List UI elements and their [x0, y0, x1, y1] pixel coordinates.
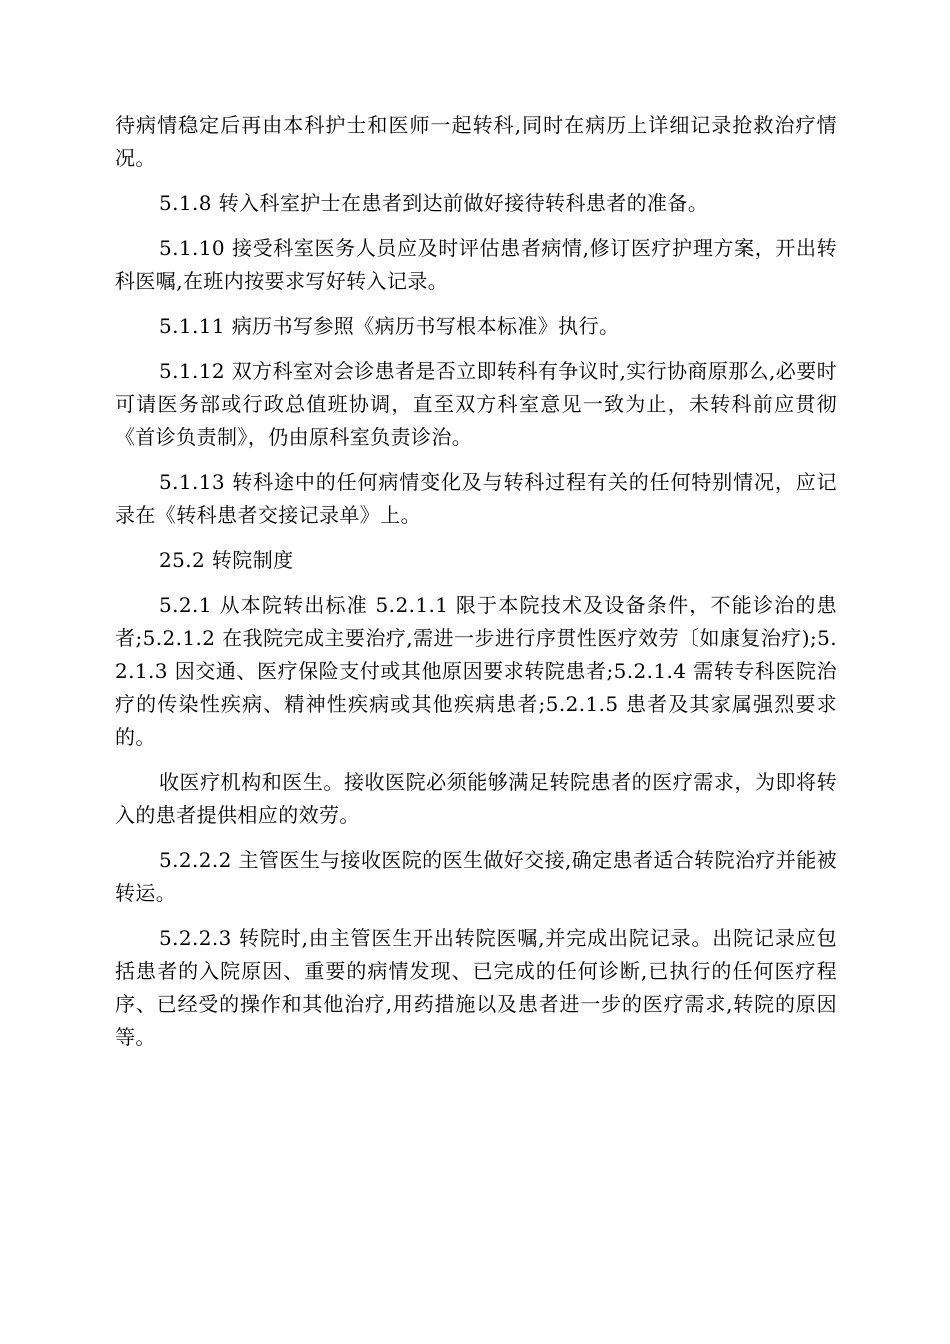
paragraph-5-2-2-3: 5.2.2.3 转院时,由主管医生开出转院医嘱,并完成出院记录。出院记录应包括患者的入院原因、重要的病情发现、已完成的任何诊断,已执行的任何医疗程序、已经受的操作和其他治疗,用药措施以及患者进一步的医疗需求,转院的原因等。	[115, 926, 837, 1049]
paragraph-5-1-12: 5.1.12 双方科室对会诊患者是否立即转科有争议时,实行协商原那么,必要时可请医务部或行政总值班协调，直至双方科室意见一致为止，未转科前应贯彻《首诊负责制》，仍由原科室负责诊治。	[115, 359, 837, 449]
paragraph-5-1-8: 5.1.8 转入科室护士在患者到达前做好接待转科患者的准备。	[159, 191, 709, 215]
paragraph-5-1-10: 5.1.10 接受科室医务人员应及时评估患者病情,修订医疗护理方案，开出转科医嘱,在班内按要求写好转入记录。	[115, 236, 837, 293]
paragraph-continuation: 待病情稳定后再由本科护士和医师一起转科,同时在病历上详细记录抢救治疗情况。	[115, 113, 837, 170]
document-page	[115, 109, 837, 1066]
section-heading-25-2: 25.2 转院制度	[159, 548, 294, 572]
paragraph-receiving-hospital: 收医疗机构和医生。接收医院必须能够满足转院患者的医疗需求，为即将转入的患者提供相应的效劳。	[115, 770, 837, 827]
paragraph-5-1-13: 5.1.13 转科途中的任何病情变化及与转科过程有关的任何特别情况，应记录在《转科患者交接记录单》上。	[115, 470, 837, 527]
paragraph-5-1-11: 5.1.11 病历书写参照《病历书写根本标准》执行。	[159, 314, 620, 338]
paragraph-5-2-2-2: 5.2.2.2 主管医生与接收医院的医生做好交接,确定患者适合转院治疗并能被转运。	[115, 848, 837, 905]
paragraph-5-2-1: 5.2.1 从本院转出标准 5.2.1.1 限于本院技术及设备条件，不能诊治的患者;5.2.1.2 在我院完成主要治疗,需进一步进行序贯性医疗效劳〔如康复治疗);5.2.1.3 因交通、医疗保险支付或其他原因要求转院患者;5.2.1.4 需转专科医院治疗的传染性疾病、精神性疾病或其他疾病患者;5.2.1.5 患者及其家属强烈要求的。	[115, 593, 837, 749]
